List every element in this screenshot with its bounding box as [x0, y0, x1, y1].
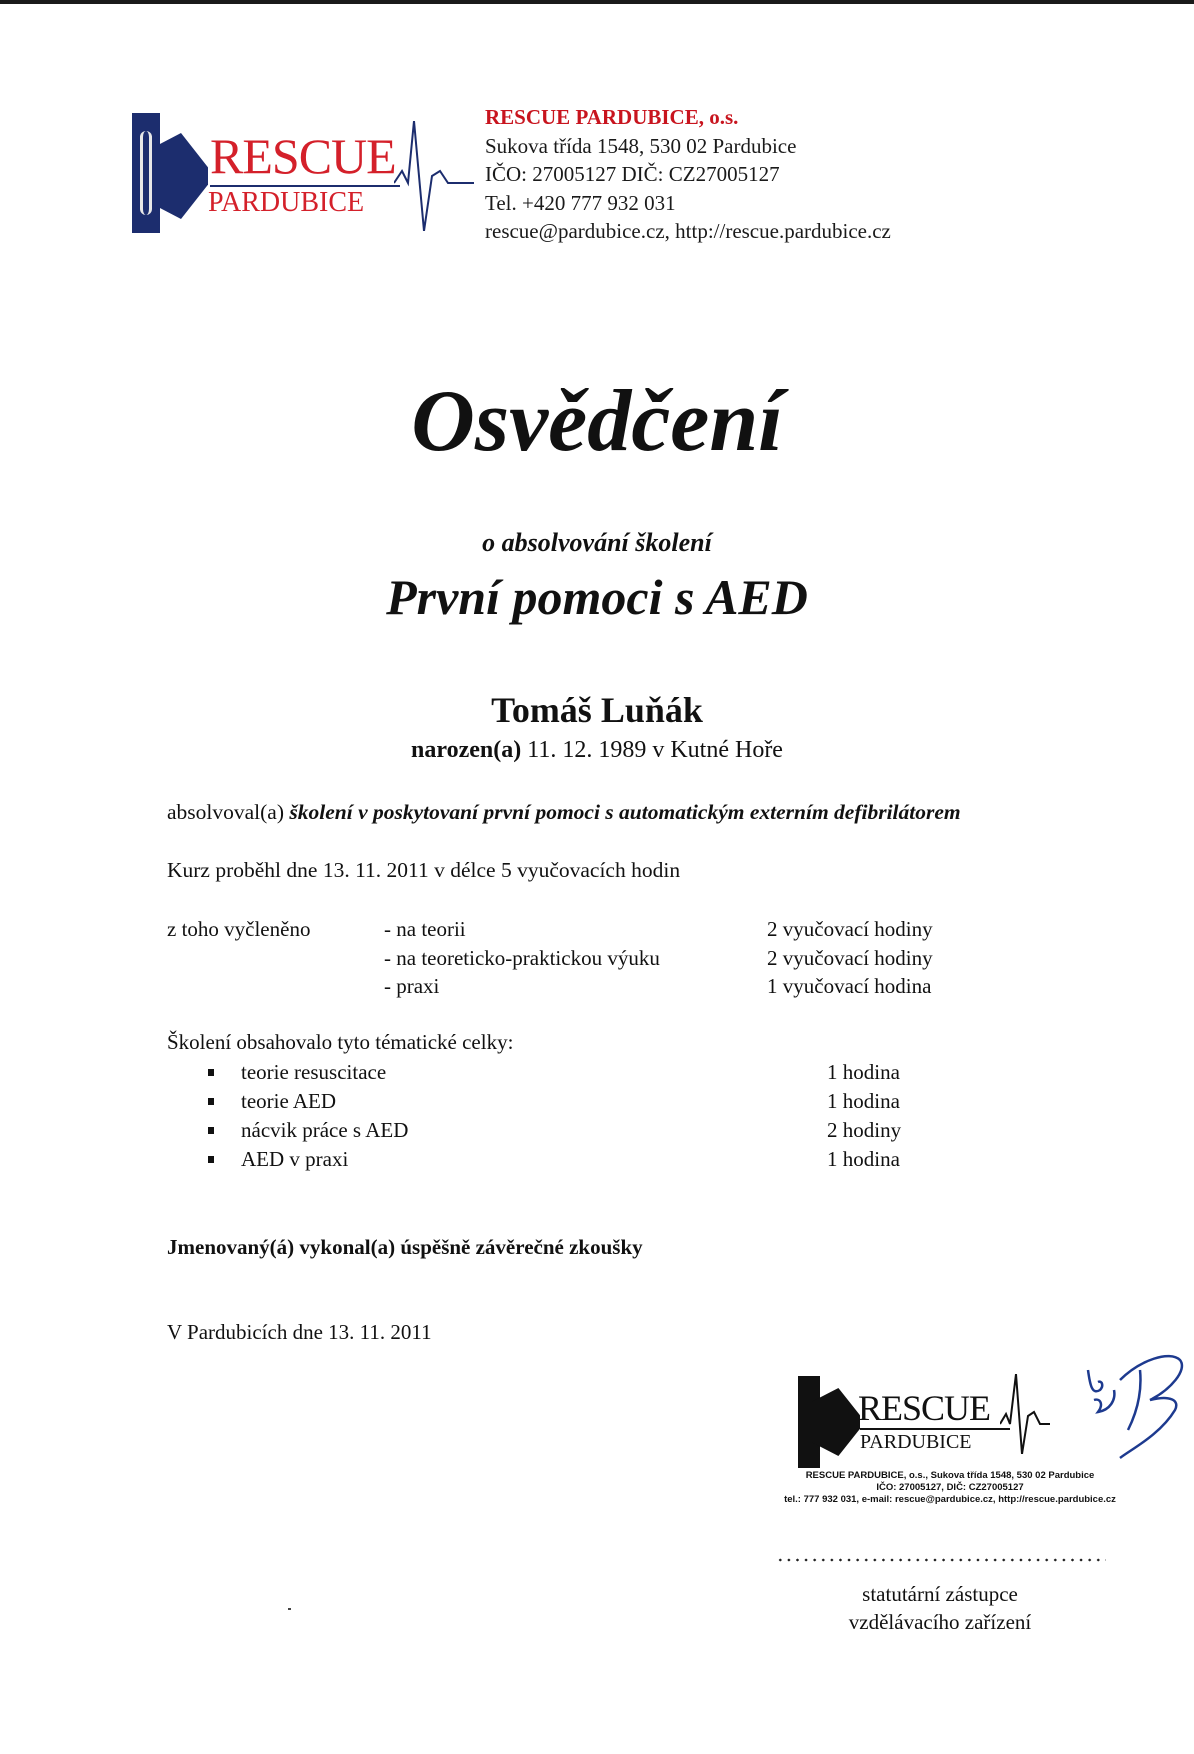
- stamp-word-rescue: RESCUE: [858, 1388, 991, 1428]
- org-address: Sukova třída 1548, 530 02 Pardubice: [485, 133, 797, 158]
- org-phone: Tel. +420 777 932 031: [485, 190, 676, 215]
- topic-name: AED v praxi: [241, 1147, 349, 1171]
- signature-line: [776, 1558, 1106, 1562]
- rod-of-asclepius-icon: [140, 131, 152, 215]
- allocation-hours: 1 vyučovací hodina: [767, 974, 932, 998]
- stamp-line-2: IČO: 27005127, DIČ: CZ27005127: [876, 1482, 1024, 1493]
- certificate-subtitle: o absolvování školení: [482, 528, 712, 557]
- allocation-topic: - praxi: [384, 974, 440, 998]
- topic-hours: 1 hodina: [827, 1060, 900, 1084]
- topic-hours: 2 hodiny: [827, 1118, 902, 1142]
- topic-item: [200, 1060, 920, 1088]
- bullet-icon: [208, 1098, 214, 1105]
- scan-top-edge: [0, 0, 1194, 4]
- logo-word-pardubice: PARDUBICE: [208, 187, 365, 218]
- topic-hours: 1 hodina: [827, 1089, 900, 1113]
- certificate-title: Osvědčení: [411, 373, 783, 470]
- exam-statement: Jmenovaný(á) vykonal(a) úspěšně závěrečné zkoušky: [167, 1235, 643, 1259]
- topic-item: [200, 1118, 920, 1146]
- completed-label: absolvoval(a): [167, 800, 285, 824]
- completed-line: [167, 800, 961, 825]
- course-info: Kurz proběhl dne 13. 11. 2011 v délce 5 vyučovacích hodin: [167, 858, 681, 882]
- star-of-life-arm: [148, 133, 208, 219]
- stamp-line-1: RESCUE PARDUBICE, o.s., Sukova třída 1548, 530 02 Pardubice: [805, 1470, 1095, 1481]
- allocation-row: [167, 915, 987, 943]
- course-name: První pomoci s AED: [386, 569, 808, 625]
- topic-name: teorie AED: [241, 1089, 337, 1113]
- rescue-pardubice-logo: [132, 113, 462, 235]
- topic-hours: 1 hodina: [827, 1147, 900, 1171]
- allocation-topic: - na teorii: [384, 917, 466, 941]
- born-value: 11. 12. 1989 v Kutné Hoře: [527, 737, 783, 763]
- topic-name: teorie resuscitace: [241, 1060, 387, 1084]
- bullet-icon: [208, 1127, 214, 1134]
- ecg-line-icon: [1000, 1374, 1060, 1454]
- stamp-line-3: tel.: 777 932 031, e-mail: rescue@pardubice.cz, http://rescue.pardubice.cz: [784, 1494, 1116, 1505]
- stamp-underline: [860, 1428, 1010, 1430]
- allocation-topic: - na teoreticko-praktickou výuku: [384, 945, 660, 970]
- person-name: Tomáš Luňák: [491, 690, 703, 730]
- topics-heading: Školení obsahovalo tyto tématické celky:: [167, 1030, 514, 1054]
- stamp-word-pardubice: PARDUBICE: [860, 1431, 972, 1453]
- born-label: narozen(a): [411, 737, 522, 763]
- allocation-label: z toho vyčleněno: [167, 917, 311, 941]
- topic-name: nácvik práce s AED: [241, 1118, 409, 1142]
- ecg-line-icon: [394, 121, 474, 231]
- bullet-icon: [208, 1156, 214, 1163]
- bullet-icon: [208, 1069, 214, 1076]
- topic-item: [200, 1147, 920, 1175]
- signature-label-2: vzdělávacího zařízení: [848, 1610, 1032, 1634]
- signature-label-1: statutární zástupce: [862, 1582, 1018, 1606]
- birth-info: [0, 737, 1194, 764]
- scan-speck: [288, 1608, 291, 1610]
- organization-info: [485, 103, 891, 246]
- org-name: RESCUE PARDUBICE, o.s.: [485, 105, 739, 129]
- allocation-hours: 2 vyučovací hodiny: [767, 917, 933, 941]
- allocation-hours: 2 vyučovací hodiny: [767, 945, 933, 970]
- org-contact: rescue@pardubice.cz, http://rescue.pardubice.cz: [485, 219, 891, 243]
- logo-word-rescue: RESCUE: [210, 128, 396, 184]
- handwritten-signature: [1080, 1340, 1190, 1460]
- org-ids: IČO: 27005127 DIČ: CZ27005127: [485, 162, 780, 186]
- completed-value: školení v poskytovaní první pomoci s automatickým externím defibrilátorem: [289, 800, 961, 824]
- topic-item: [200, 1089, 920, 1117]
- place-date: V Pardubicích dne 13. 11. 2011: [167, 1320, 432, 1344]
- allocation-row: [167, 944, 987, 972]
- star-of-life-arm: [812, 1388, 860, 1456]
- allocation-row: [167, 972, 987, 1000]
